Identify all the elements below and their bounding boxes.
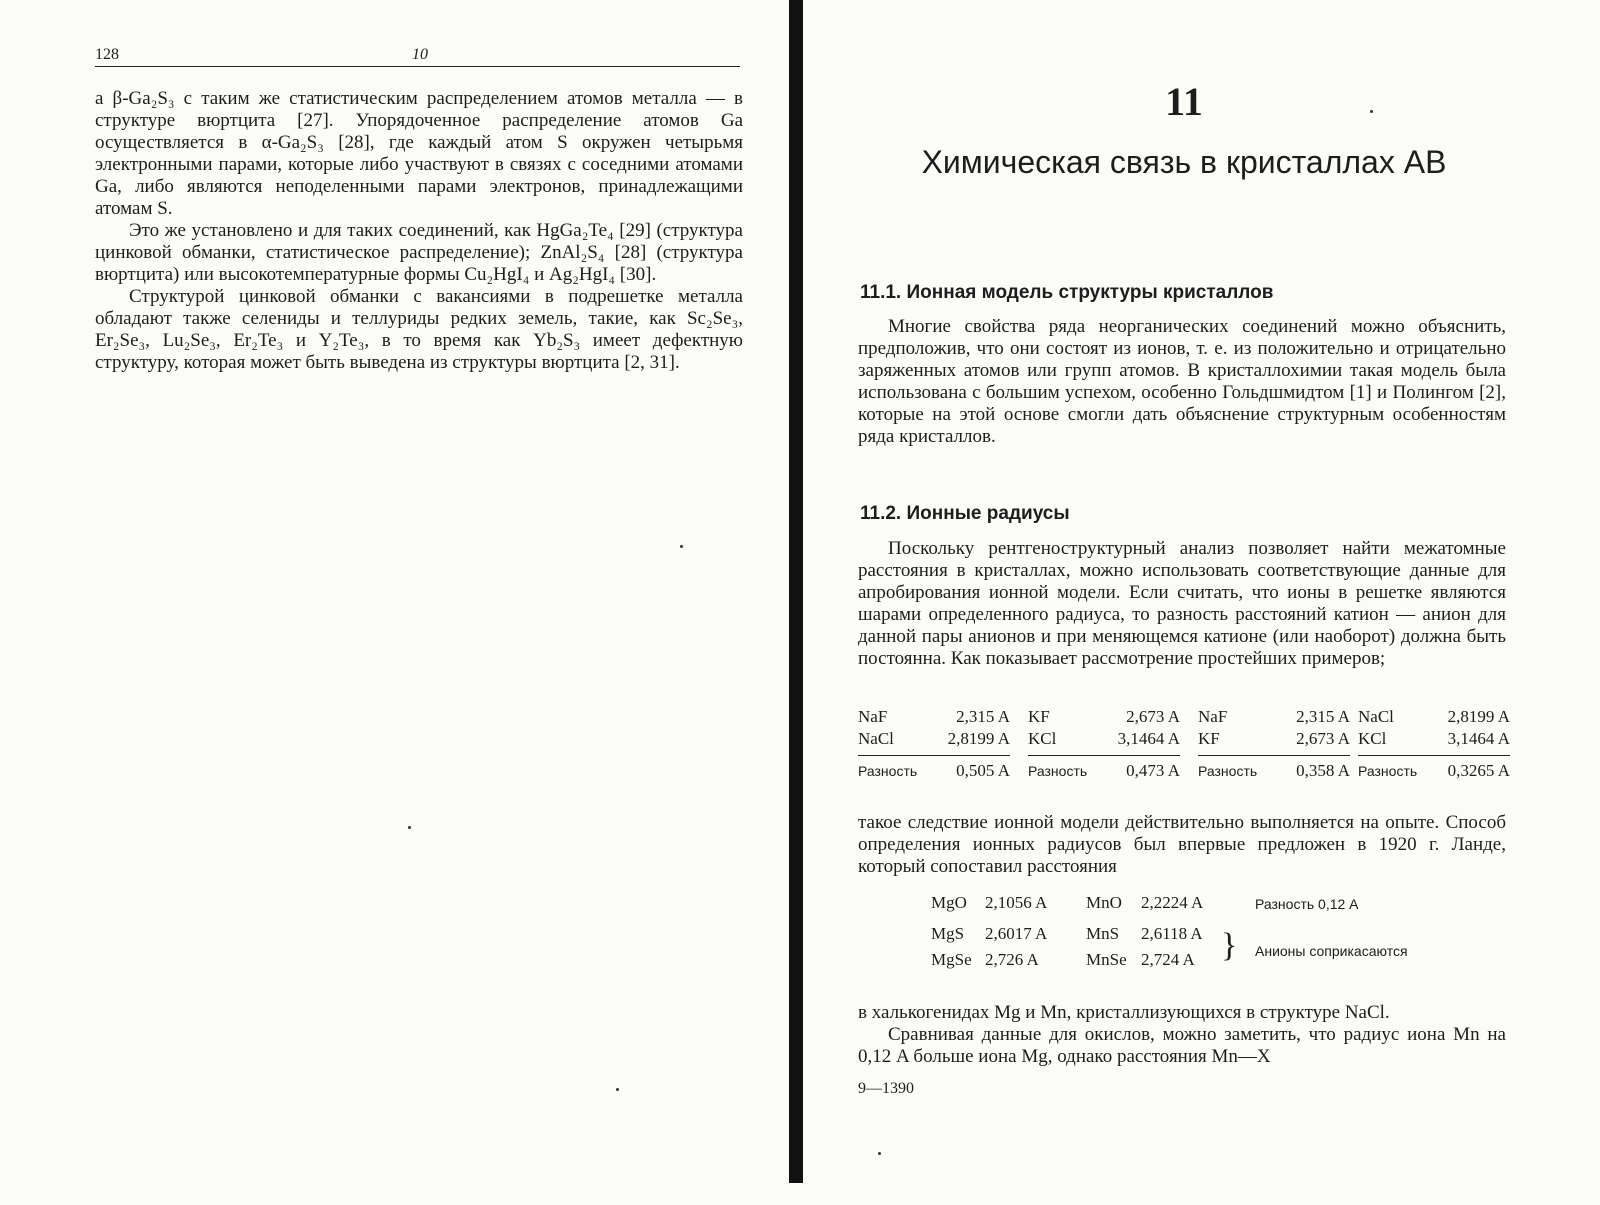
paragraph: такое следствие ионной модели действительно выполняется на опыте. Способ определения ионных радиусов был впервые предложен в 1920 г. Ланде, который сопоставил расстояния: [858, 812, 1506, 877]
difference-label: Разность: [1028, 763, 1088, 779]
running-head: [95, 46, 740, 67]
section-11-2-text: [858, 538, 1506, 670]
formula: MnS: [1086, 924, 1120, 943]
paragraph: Структурой цинковой обманки с вакансиями в подрешетке металла обладают также селениды и теллуриды редких земель, такие, как Sc₂Se₃, Er₂Se₃, Lu₂Se₃, Er₂Te₃ и Y₂Te₃, в то время как Yb₂S₃ имеет дефектную структуру, которая может быть выведена из структуры вюртцита [2, 31].: [95, 286, 743, 373]
scan-speck: [1370, 110, 1373, 113]
paragraph: Поскольку рентгеноструктурный анализ позволяет найти межатомные расстояния в кристаллах, можно использовать соответствующие данные для апробирования ионной модели. Если считать, что ионы в решетке являются шарами определенного радиуса, то разность расстояний катион — анион для данной пары анионов и при меняющемся катионе (или наоборот) должна быть постоянна. Как показывает рассмотрение простейших примеров;: [858, 538, 1506, 669]
anion-contact-note: Анионы соприкасаются: [1255, 943, 1408, 959]
page-number: 128: [95, 46, 119, 63]
chapter-title: Химическая связь в кристаллах АВ: [921, 144, 1447, 180]
paragraph: Сравнивая данные для окислов, можно заметить, что радиус иона Mn на 0,12 A больше иона Mg, однако расстояния Mn—X: [858, 1024, 1506, 1067]
formula: KF: [1198, 729, 1220, 748]
section-heading-11-2: 11.2. Ионные радиусы: [860, 503, 1070, 524]
section-heading-11-1: 11.1. Ионная модель структуры кристаллов: [860, 282, 1274, 303]
sum-rule: [858, 755, 1010, 756]
formula: KCl: [1028, 729, 1057, 748]
distance-value: 2,726 A: [985, 950, 1039, 969]
after-table-text: [858, 812, 1506, 878]
scan-speck: [680, 545, 683, 548]
distance-value: 2,315 A: [956, 707, 1010, 726]
section-11-1-text: [858, 316, 1506, 448]
distance-value: 2,673 A: [1296, 729, 1350, 748]
sum-rule: [1028, 755, 1180, 756]
difference-value: 0,358 A: [1296, 761, 1350, 780]
formula: MgS: [931, 924, 965, 943]
formula: MgO: [931, 893, 967, 912]
difference-note: Разность 0,12 A: [1255, 896, 1359, 912]
comparison-group: [858, 707, 1010, 780]
chapter-running-head: 10: [412, 46, 428, 63]
chapter-number: 11: [1165, 79, 1203, 124]
comparison-group: [1028, 707, 1180, 780]
scan-speck: [878, 1152, 881, 1155]
formula: MnSe: [1086, 950, 1127, 969]
distance-value: 3,1464 A: [1117, 729, 1180, 748]
left-page: [95, 0, 745, 1205]
left-page-text: [95, 88, 743, 374]
formula: NaF: [1198, 707, 1228, 726]
distance-value: 2,8199 A: [1447, 707, 1510, 726]
comparison-group: [1358, 707, 1510, 780]
formula: NaF: [858, 707, 888, 726]
sum-rule: [1198, 755, 1350, 756]
formula: MgSe: [931, 950, 972, 969]
scan-speck: [616, 1088, 619, 1091]
difference-label: Разность: [858, 763, 918, 779]
formula: NaCl: [1358, 707, 1394, 726]
paragraph: Многие свойства ряда неорганических соединений можно объяснить, предположив, что они состоят из ионов, т. е. из положительно и отрицательно заряженных атомов или групп атомов. В кристаллохимии такая модель была использована с большим успехом, особенно Гольдшмидтом [1] и Полингом [2], которые на этой основе смогли дать объяснение структурным особенностям ряда кристаллов.: [858, 316, 1506, 447]
sum-rule: [1358, 755, 1510, 756]
distance-value: 2,8199 A: [947, 729, 1010, 748]
formula: MnO: [1086, 893, 1122, 912]
distance-value: 2,2224 A: [1141, 893, 1204, 912]
lande-comparison-table: [931, 893, 1451, 978]
distance-comparison-table: [858, 707, 1510, 787]
distance-value: 2,724 A: [1141, 950, 1195, 969]
paragraph: в халькогенидах Mg и Mn, кристаллизующихся в структуре NaCl.: [858, 1002, 1390, 1023]
closing-text: [858, 1002, 1506, 1068]
formula: KCl: [1358, 729, 1387, 748]
distance-value: 2,6118 A: [1141, 924, 1203, 943]
difference-value: 0,505 A: [956, 761, 1010, 780]
scan-speck: [408, 826, 411, 829]
difference-value: 0,473 A: [1126, 761, 1180, 780]
right-page: [858, 0, 1510, 1205]
difference-value: 0,3265 A: [1447, 761, 1510, 780]
brace-symbol: }: [1221, 927, 1238, 964]
distance-value: 2,673 A: [1126, 707, 1180, 726]
distance-value: 2,1056 A: [985, 893, 1048, 912]
paragraph: а β-Ga₂S₃ с таким же статистическим распределением атомов металла — в структуре вюртцита [27]. Упорядоченное распределение атомов Ga осуществляется в α-Ga₂S₃ [28], где каждый атом S окружен четырьмя электронными парами, которые либо участвуют в связях с соседними атомами Ga, либо являются неподеленными парами электронов, принадлежащими атомам S.: [95, 88, 743, 219]
difference-label: Разность: [1358, 763, 1418, 779]
distance-value: 3,1464 A: [1447, 729, 1510, 748]
formula: KF: [1028, 707, 1050, 726]
formula: NaCl: [858, 729, 894, 748]
distance-value: 2,6017 A: [985, 924, 1048, 943]
printer-signature: 9—1390: [858, 1080, 914, 1097]
paragraph: Это же установлено и для таких соединений, как HgGa₂Te₄ [29] (структура цинковой обманки, статистическое распределение); ZnAl₂S₄ [28] (структура вюртцита) или высокотемпературные формы Cu₂HgI₄ и Ag₂HgI₄ [30].: [95, 220, 743, 285]
comparison-group: [1198, 707, 1350, 780]
book-spine-shadow: [789, 0, 803, 1183]
distance-value: 2,315 A: [1296, 707, 1350, 726]
difference-label: Разность: [1198, 763, 1258, 779]
